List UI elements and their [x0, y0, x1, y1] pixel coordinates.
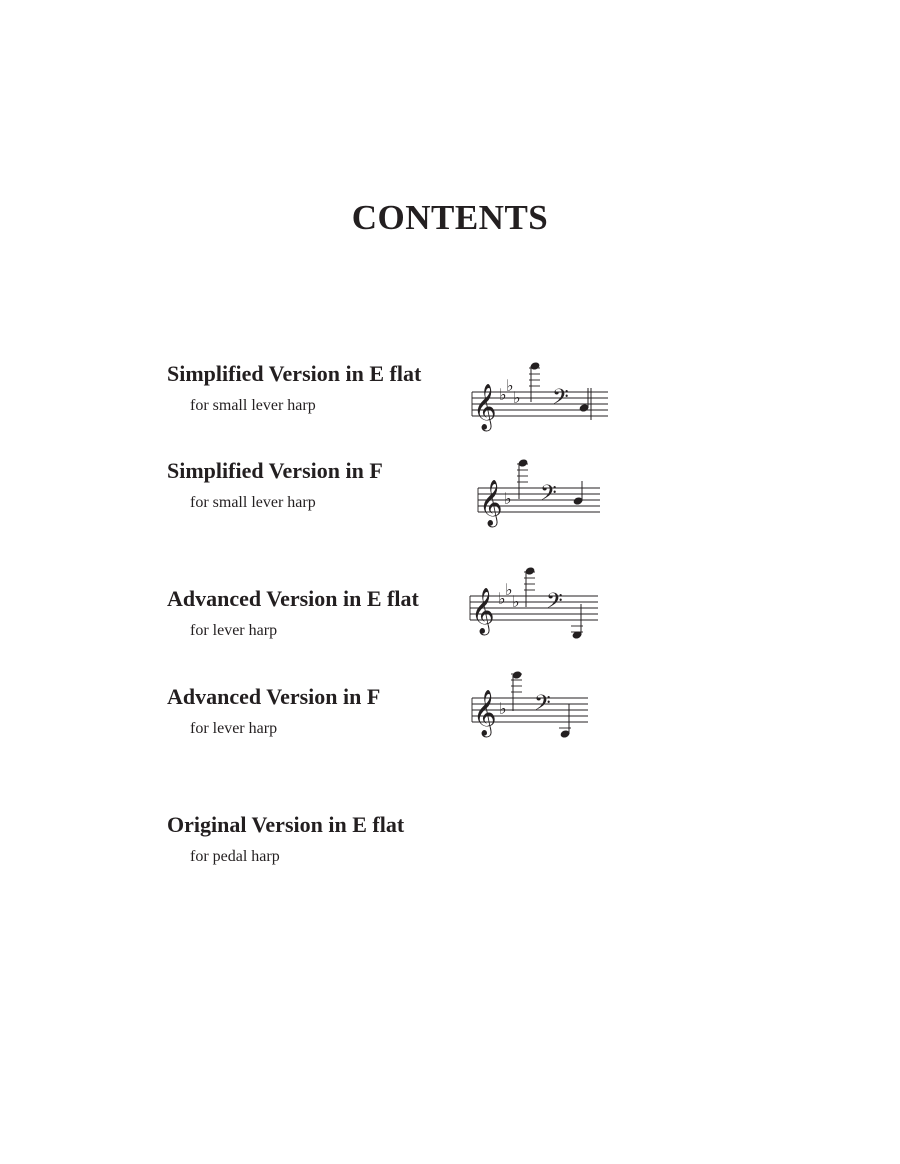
- svg-text:𝄢: 𝄢: [546, 589, 563, 619]
- svg-text:𝄢: 𝄢: [540, 481, 557, 511]
- treble-bass-range-staff-icon: [470, 362, 610, 434]
- treble-bass-range-staff-icon: [470, 668, 592, 744]
- entry-subtitle: for small lever harp: [190, 397, 316, 414]
- contents-entry-advanced-f[interactable]: [167, 684, 467, 739]
- svg-text:♭: ♭: [504, 489, 512, 508]
- svg-text:♭: ♭: [505, 580, 513, 599]
- svg-text:♭: ♭: [498, 589, 506, 608]
- svg-text:♭: ♭: [513, 388, 521, 407]
- svg-text:♭: ♭: [512, 592, 520, 611]
- contents-entry-original-e-flat[interactable]: [167, 812, 467, 867]
- svg-text:𝄞: 𝄞: [471, 588, 495, 634]
- treble-bass-range-staff-icon: [476, 458, 604, 530]
- entry-title: Advanced Version in F: [167, 684, 381, 709]
- entry-subtitle: for lever harp: [190, 622, 278, 639]
- entry-subtitle: for pedal harp: [190, 848, 280, 865]
- entry-subtitle: for lever harp: [190, 720, 278, 737]
- svg-text:♭: ♭: [506, 376, 514, 395]
- contents-entry-advanced-e-flat[interactable]: [167, 586, 467, 641]
- svg-text:𝄢: 𝄢: [552, 385, 569, 415]
- treble-bass-range-staff-icon: [468, 566, 602, 642]
- svg-text:♭: ♭: [499, 699, 507, 718]
- svg-text:♭: ♭: [499, 385, 507, 404]
- contents-entry-simplified-f[interactable]: [167, 458, 467, 513]
- page-title: CONTENTS: [351, 198, 549, 237]
- entry-title: Advanced Version in E flat: [167, 586, 419, 611]
- svg-text:𝄞: 𝄞: [473, 690, 497, 736]
- entry-title: Simplified Version in F: [167, 458, 383, 483]
- svg-text:𝄢: 𝄢: [534, 691, 551, 721]
- svg-text:𝄞: 𝄞: [479, 480, 503, 526]
- entry-title: Original Version in E flat: [167, 812, 405, 837]
- svg-text:𝄞: 𝄞: [473, 384, 497, 430]
- entry-subtitle: for small lever harp: [190, 494, 316, 511]
- entry-title: Simplified Version in E flat: [167, 361, 422, 386]
- contents-entry-simplified-e-flat[interactable]: [167, 361, 467, 416]
